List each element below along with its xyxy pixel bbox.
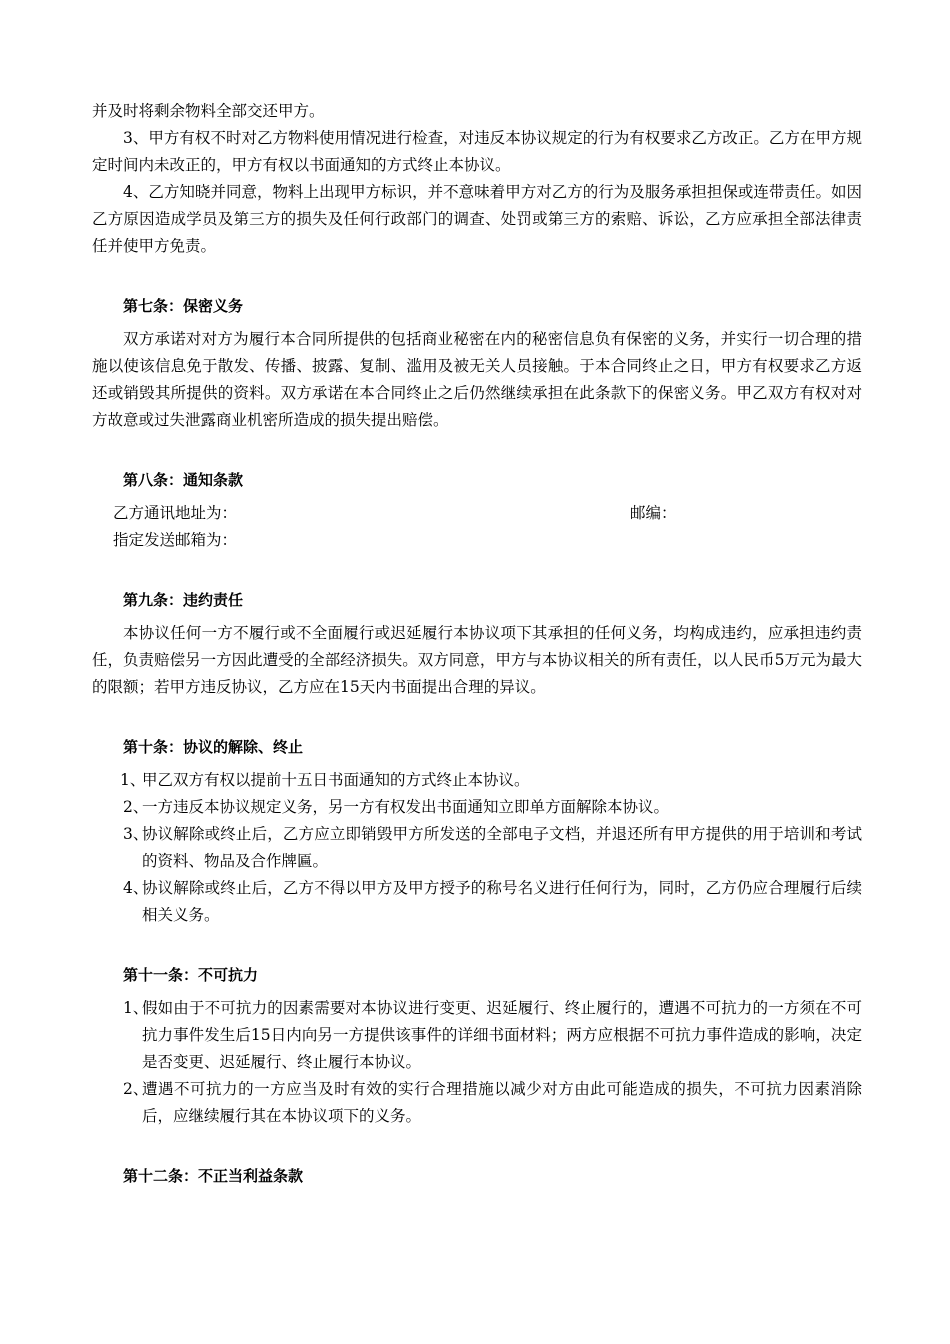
- article-10-item: [92, 821, 862, 875]
- article-8-title: 第八条：通知条款: [123, 471, 244, 489]
- item-text: 协议解除或终止后，乙方应立即销毁甲方所发送的全部电子文档，并退还所有甲方提供的用于培训和考试的资料、物品及合作牌匾。: [142, 825, 862, 870]
- article-9-body: 本协议任何一方不履行或不全面履行或迟延履行本协议项下其承担的任何义务，均构成违约，应承担违约责任，负责赔偿另一方因此遭受的全部经济损失。双方同意，甲方与本协议相关的所有责任，以人民币5万元为最大的限额；若甲方违反协议，乙方应在15天内书面提出合理的异议。: [92, 624, 862, 696]
- item-text: 甲乙双方有权以提前十五日书面通知的方式终止本协议。: [142, 771, 530, 789]
- article-10-item: [92, 794, 862, 821]
- article-11-item: [92, 1076, 862, 1130]
- item-number: 1、: [123, 999, 149, 1017]
- article-10-item: [92, 767, 862, 794]
- postcode-label: 邮编：: [630, 504, 677, 522]
- article-9-title: 第九条：违约责任: [123, 591, 244, 609]
- intro-item-3: 3、甲方有权不时对乙方物料使用情况进行检查，对违反本协议规定的行为有权要求乙方改正。乙方在甲方规定时间内未改正的，甲方有权以书面通知的方式终止本协议。: [92, 129, 862, 174]
- item-text: 遭遇不可抗力的一方应当及时有效的实行合理措施以减少对方由此可能造成的损失，不可抗力因素消除后，应继续履行其在本协议项下的义务。: [142, 1080, 862, 1125]
- article-7-body: 双方承诺对对方为履行本合同所提供的包括商业秘密在内的秘密信息负有保密的义务，并实行一切合理的措施以使该信息免于散发、传播、披露、复制、滥用及被无关人员接触。于本合同终止之日，甲方有权要求乙方返还或销毁其所提供的资料。双方承诺在本合同终止之后仍然继续承担在此条款下的保密义务。甲乙双方有权对对方故意或过失泄露商业机密所造成的损失提出赔偿。: [92, 330, 862, 429]
- document-page: [92, 98, 862, 1190]
- intro-line: 并及时将剩余物料全部交还甲方。: [92, 102, 325, 120]
- item-text: 假如由于不可抗力的因素需要对本协议进行变更、迟延履行、终止履行的，遭遇不可抗力的一方须在不可抗力事件发生后15日内向另一方提供该事件的详细书面材料；两方应根据不可抗力事件造成的影响，决定是否变更、迟延履行、终止履行本协议。: [142, 999, 862, 1071]
- item-number: 4、: [123, 879, 149, 897]
- item-text: 一方违反本协议规定义务，另一方有权发出书面通知立即单方面解除本协议。: [142, 798, 670, 816]
- article-12-title: 第十二条：不正当利益条款: [123, 1167, 304, 1185]
- address-row: [92, 500, 862, 527]
- item-number: 1、: [120, 771, 146, 789]
- article-11-title: 第十一条：不可抗力: [123, 966, 259, 984]
- article-10-item: [92, 875, 862, 929]
- item-number: 2、: [123, 1080, 149, 1098]
- item-number: 3、: [123, 825, 149, 843]
- address-label: 乙方通讯地址为：: [113, 504, 238, 522]
- item-text: 协议解除或终止后，乙方不得以甲方及甲方授予的称号名义进行任何行为，同时，乙方仍应合理履行后续相关义务。: [142, 879, 862, 924]
- item-number: 2、: [123, 798, 149, 816]
- article-11-item: [92, 995, 862, 1076]
- article-10-title: 第十条：协议的解除、终止: [123, 738, 304, 756]
- intro-item-4: 4、乙方知晓并同意，物料上出现甲方标识，并不意味着甲方对乙方的行为及服务承担担保或连带责任。如因乙方原因造成学员及第三方的损失及任何行政部门的调查、处罚或第三方的索赔、诉讼，乙方应承担全部法律责任并使甲方免责。: [92, 183, 862, 255]
- email-label: 指定发送邮箱为：: [113, 531, 238, 549]
- email-row: [92, 527, 862, 554]
- article-7-title: 第七条：保密义务: [123, 297, 244, 315]
